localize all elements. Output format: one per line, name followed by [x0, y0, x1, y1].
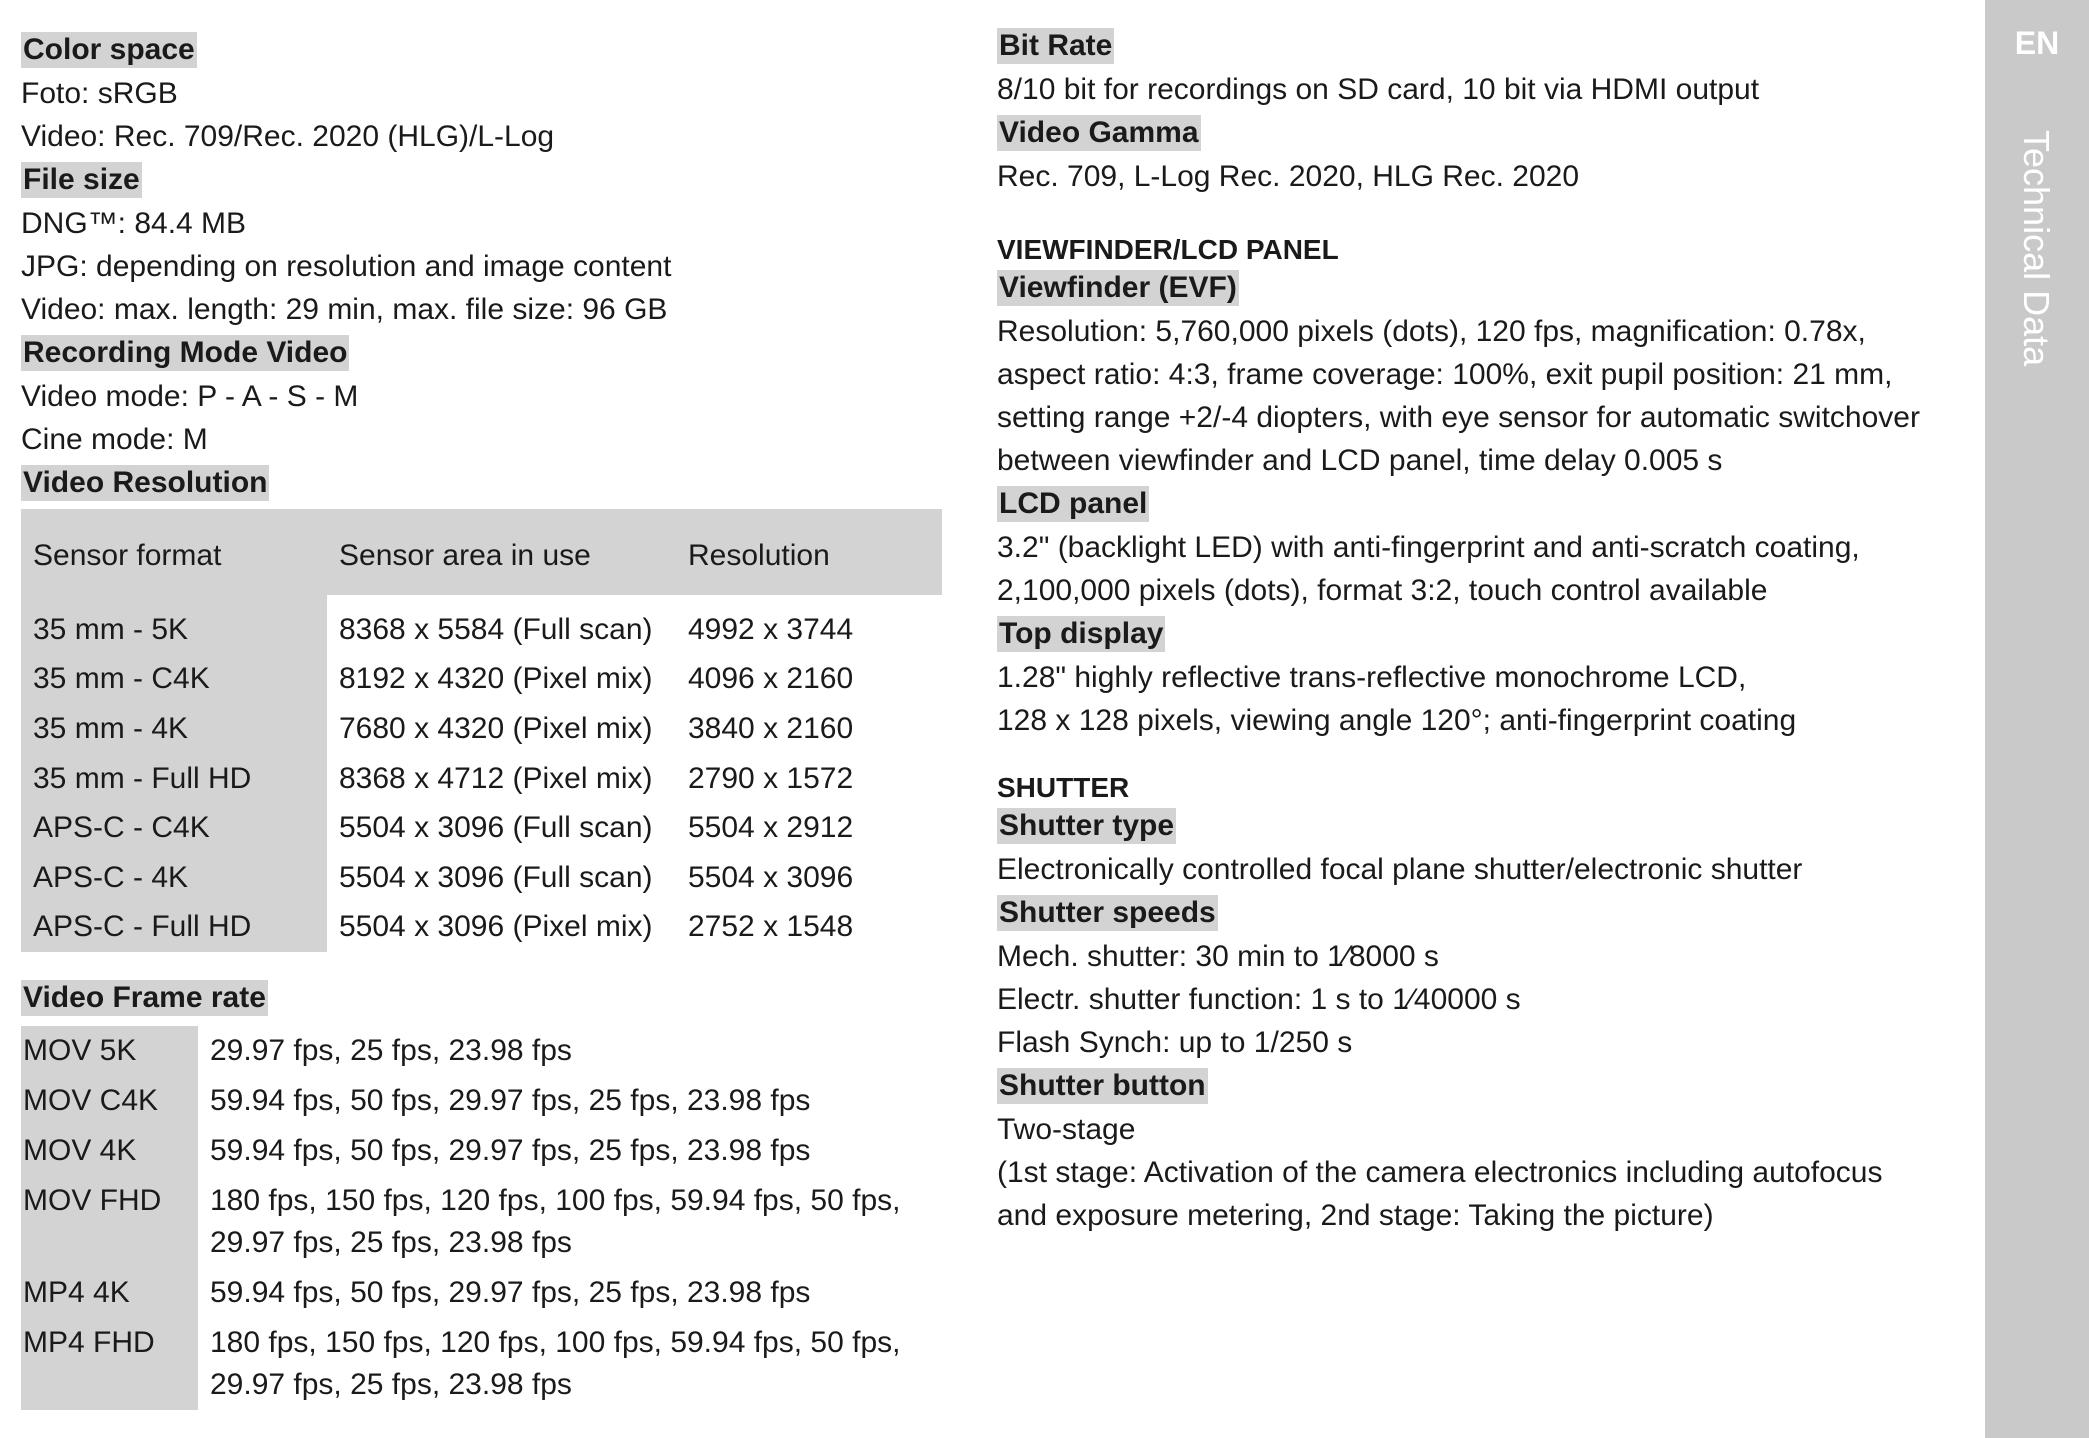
- chapter-label: Technical Data: [2016, 130, 2057, 367]
- table-cell: 3840 x 2160: [688, 711, 854, 745]
- file-size-video: Video: max. length: 29 min, max. file size: 96 GB: [21, 293, 668, 326]
- table-cell: MOV C4K: [21, 1076, 198, 1126]
- table-cell: MP4 4K: [21, 1268, 198, 1318]
- table-row: [21, 803, 942, 853]
- table-row: [21, 1026, 942, 1076]
- bit-rate-text: 8/10 bit for recordings on SD card, 10 bit via HDMI output: [997, 73, 1760, 106]
- table-cell: APS-C - Full HD: [21, 903, 327, 953]
- table-row: [21, 903, 942, 953]
- table-cell: 5504 x 3096 (Full scan): [339, 811, 653, 845]
- cell-line: 59.94 fps, 50 fps, 29.97 fps, 25 fps, 23.98 fps: [210, 1084, 811, 1118]
- shutter-type-text: Electronically controlled focal plane shutter/electronic shutter: [997, 853, 1803, 886]
- shutter-speeds-heading: Shutter speeds: [999, 896, 1216, 929]
- shutter-speeds-line: Flash Synch: up to 1/250 s: [997, 1026, 1353, 1059]
- table-cell: MOV 5K: [21, 1026, 198, 1076]
- video-gamma-heading: Video Gamma: [999, 116, 1199, 149]
- table-row: [21, 1126, 942, 1176]
- cell-line: 59.94 fps, 50 fps, 29.97 fps, 25 fps, 23.98 fps: [210, 1276, 811, 1310]
- shutter-section-title: SHUTTER: [997, 772, 1130, 803]
- table-cell: MOV 4K: [21, 1126, 198, 1176]
- viewfinder-line: between viewfinder and LCD panel, time delay 0.005 s: [997, 444, 1723, 477]
- table-cell: 8192 x 4320 (Pixel mix): [339, 662, 653, 696]
- table-cell: 4992 x 3744: [688, 612, 854, 646]
- table-cell: [198, 1176, 942, 1268]
- color-space-video: Video: Rec. 709/Rec. 2020 (HLG)/L-Log: [21, 120, 555, 153]
- video-frame-rate-heading: Video Frame rate: [23, 981, 266, 1015]
- table-cell: [198, 1076, 942, 1126]
- table-row: [21, 1076, 942, 1126]
- table-cell: 2790 x 1572: [688, 761, 854, 795]
- viewfinder-line: setting range +2/-4 diopters, with eye sensor for automatic switchover: [997, 401, 1920, 434]
- side-tab: [1985, 0, 2089, 1438]
- shutter-button-heading: Shutter button: [999, 1069, 1206, 1102]
- top-display-heading: Top display: [999, 617, 1164, 650]
- table-cell: 8368 x 5584 (Full scan): [339, 612, 653, 646]
- table-cell: [198, 1126, 942, 1176]
- recording-mode-cine: Cine mode: M: [21, 423, 208, 456]
- table-row: [21, 704, 942, 754]
- shutter-speeds-line: Electr. shutter function: 1 s to 1⁄40000 s: [997, 983, 1521, 1016]
- viewfinder-line: Resolution: 5,760,000 pixels (dots), 120 fps, magnification: 0.78x,: [997, 315, 1866, 348]
- table-row: [21, 1318, 942, 1410]
- table-cell: 5504 x 2912: [688, 811, 854, 845]
- shutter-button-line: and exposure metering, 2nd stage: Taking the picture): [997, 1199, 1714, 1232]
- table-cell: MP4 FHD: [21, 1318, 198, 1410]
- table-cell: APS-C - C4K: [21, 803, 327, 853]
- cell-line: 180 fps, 150 fps, 120 fps, 100 fps, 59.94 fps, 50 fps,: [210, 1184, 901, 1218]
- table-row: [21, 595, 942, 655]
- table-cell: 35 mm - C4K: [21, 655, 327, 705]
- column-header: Sensor format: [21, 509, 327, 595]
- table-cell: [198, 1026, 942, 1076]
- column-header: Resolution: [676, 509, 942, 595]
- shutter-button-line: Two-stage: [997, 1113, 1136, 1146]
- table-header-row: [21, 509, 942, 595]
- right-column: [997, 28, 1957, 1237]
- cell-line: 180 fps, 150 fps, 120 fps, 100 fps, 59.94 fps, 50 fps,: [210, 1326, 901, 1360]
- table-cell: 35 mm - 5K: [21, 595, 327, 655]
- video-frame-rate-table: [21, 1026, 942, 1410]
- table-cell: 4096 x 2160: [688, 662, 854, 696]
- lcd-panel-heading: LCD panel: [999, 487, 1148, 520]
- table-row: [21, 853, 942, 903]
- color-space-foto: Foto: sRGB: [21, 77, 178, 110]
- lcd-panel-line: 3.2" (backlight LED) with anti-fingerprint and anti-scratch coating,: [997, 531, 1860, 564]
- table-cell: 7680 x 4320 (Pixel mix): [339, 711, 653, 745]
- video-gamma-text: Rec. 709, L-Log Rec. 2020, HLG Rec. 2020: [997, 160, 1580, 193]
- table-cell: [198, 1318, 942, 1410]
- table-cell: 2752 x 1548: [688, 910, 854, 944]
- top-display-line: 1.28" highly reflective trans-reflective monochrome LCD,: [997, 661, 1747, 694]
- table-row: [21, 754, 942, 804]
- lcd-panel-line: 2,100,000 pixels (dots), format 3:2, touch control available: [997, 574, 1768, 607]
- table-row: [21, 655, 942, 705]
- recording-mode-video: Video mode: P - A - S - M: [21, 380, 359, 413]
- cell-line: 29.97 fps, 25 fps, 23.98 fps: [210, 1226, 572, 1260]
- table-cell: 35 mm - Full HD: [21, 754, 327, 804]
- shutter-type-heading: Shutter type: [999, 809, 1175, 842]
- table-row: [21, 1268, 942, 1318]
- video-resolution-table: [21, 509, 942, 952]
- column-header: Sensor area in use: [327, 509, 676, 595]
- table-cell: 5504 x 3096 (Pixel mix): [339, 910, 653, 944]
- cell-line: 29.97 fps, 25 fps, 23.98 fps: [210, 1368, 572, 1402]
- left-column: [21, 28, 946, 1410]
- bit-rate-heading: Bit Rate: [999, 29, 1113, 62]
- file-size-dng: DNG™: 84.4 MB: [21, 207, 247, 240]
- viewfinder-heading: Viewfinder (EVF): [999, 271, 1237, 304]
- table-cell: 5504 x 3096: [688, 860, 854, 894]
- table-cell: APS-C - 4K: [21, 853, 327, 903]
- viewfinder-section-title: VIEWFINDER/LCD PANEL: [997, 234, 1339, 265]
- shutter-button-line: (1st stage: Activation of the camera electronics including autofocus: [997, 1156, 1883, 1189]
- cell-line: 59.94 fps, 50 fps, 29.97 fps, 25 fps, 23.98 fps: [210, 1134, 811, 1168]
- color-space-heading: Color space: [23, 33, 195, 66]
- table-cell: 5504 x 3096 (Full scan): [339, 860, 653, 894]
- table-cell: [198, 1268, 942, 1318]
- table-cell: 35 mm - 4K: [21, 704, 327, 754]
- cell-line: 29.97 fps, 25 fps, 23.98 fps: [210, 1034, 572, 1068]
- language-label: EN: [2014, 25, 2060, 61]
- shutter-speeds-line: Mech. shutter: 30 min to 1⁄8000 s: [997, 940, 1439, 973]
- file-size-heading: File size: [23, 163, 140, 196]
- recording-mode-heading: Recording Mode Video: [23, 336, 348, 369]
- file-size-jpg: JPG: depending on resolution and image content: [21, 250, 672, 283]
- table-cell: 8368 x 4712 (Pixel mix): [339, 761, 653, 795]
- video-resolution-heading: Video Resolution: [23, 466, 268, 499]
- table-cell: MOV FHD: [21, 1176, 198, 1268]
- table-row: [21, 1176, 942, 1268]
- top-display-line: 128 x 128 pixels, viewing angle 120°; anti-fingerprint coating: [997, 704, 1797, 737]
- viewfinder-line: aspect ratio: 4:3, frame coverage: 100%, exit pupil position: 21 mm,: [997, 358, 1893, 391]
